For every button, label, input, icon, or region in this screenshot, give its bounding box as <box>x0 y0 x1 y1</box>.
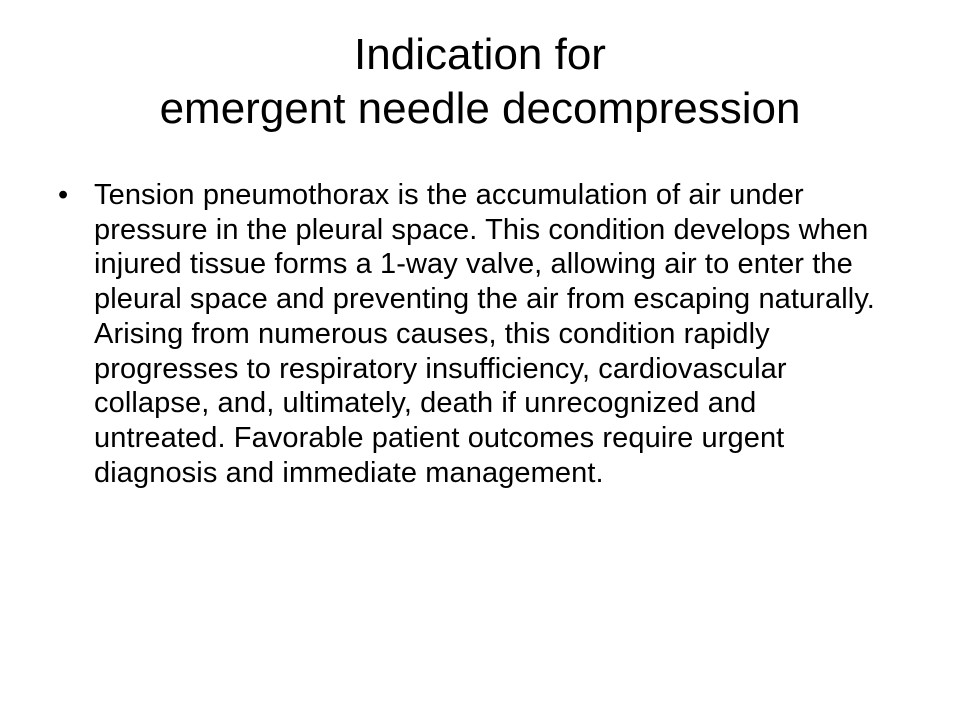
bullet-marker: • <box>58 179 69 211</box>
slide-title <box>60 28 900 136</box>
slide-title-line-2: emergent needle decompression <box>159 84 801 133</box>
slide-title-line-1: Indication for <box>354 30 606 79</box>
bullet-item <box>58 178 880 490</box>
slide-body <box>58 178 880 490</box>
bullet-text: Tension pneumothorax is the accumulation of air under pressure in the pleural space. This condition develops when injured tissue forms a 1-way valve, allowing air to enter the pleural space and preventing the air from escaping naturally. Arising from numerous causes, this condition rapidly progresses to respiratory insufficiency, cardiovascular collapse, and, ultimately, death if unrecognized and untreated. Favorable patient outcomes require urgent diagnosis and immediate management. <box>94 179 875 489</box>
